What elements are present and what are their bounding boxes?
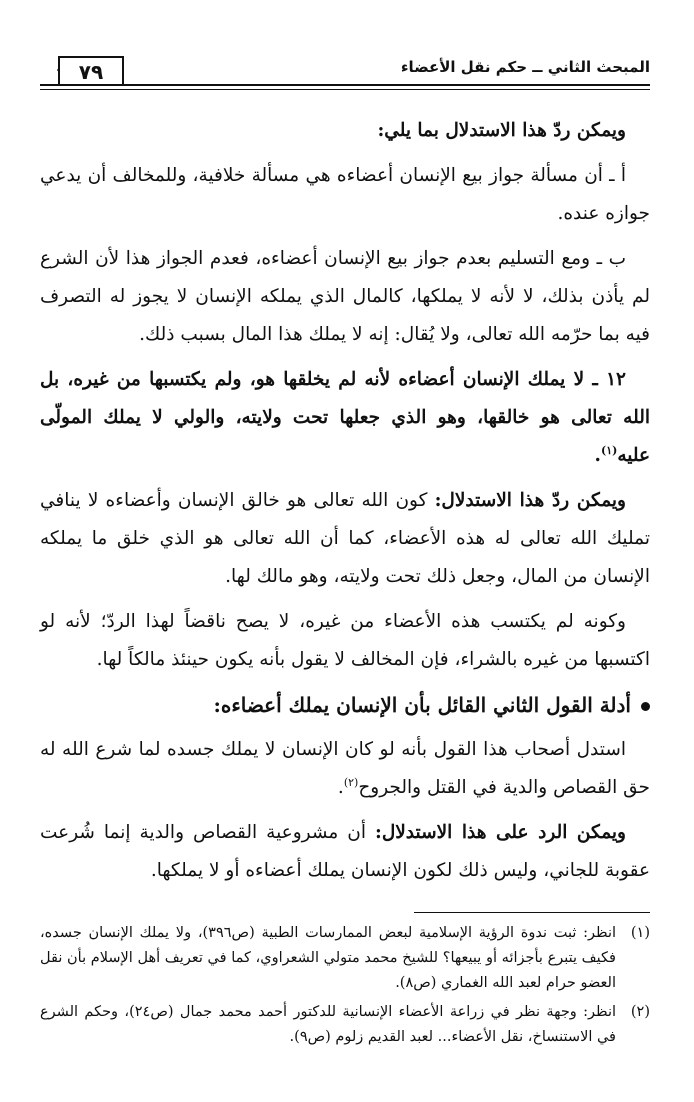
page-number: ٧٩	[58, 56, 124, 86]
footnotes	[40, 921, 650, 1054]
refutation-2-text: كون الله تعالى هو خالق الإنسان وأعضاءه لا ينافي تمليك الله تعالى له هذه الأعضاء، كما أن الله تعالى هو الذي خلق ما يملكه الإنسان من المال، وجعل ذلك تحت ولايته، وهو مالك لها.	[40, 490, 650, 587]
paragraph-refutation-intro: ويمكن ردّ هذا الاستدلال بما يلي:	[377, 120, 626, 141]
footnote-number: (١)	[630, 925, 650, 941]
paragraph-point-b: ب ـ ومع التسليم بعدم جواز بيع الإنسان أعضاءه، فعدم الجواز هذا لأن الشرع لم يأذن بذلك، لا لأنه لا يملكها، كالمال الذي يملكه الإنسان لا يجوز له التصرف فيه بما حرّمه الله تعالى، ولا يُقال: إنه لا يملك هذا المال بسبب ذلك.	[40, 248, 650, 345]
footnote-item	[40, 1000, 650, 1050]
bullet-icon	[641, 702, 650, 711]
footnote-ref-2[interactable]: (٢)	[343, 775, 359, 789]
paragraph-refutation-2	[40, 482, 650, 596]
body-text	[40, 112, 650, 897]
footnote-separator	[414, 912, 650, 913]
paragraph-refutation-3	[40, 814, 650, 890]
second-opinion-text: استدل أصحاب هذا القول بأنه لو كان الإنسان لا يملك جسده لما شرع الله له حق القصاص والدية في القتل والجروح	[40, 739, 650, 798]
footnote-text: انظر: ثبت ندوة الرؤية الإسلامية لبعض الممارسات الطبية (ص٣٩٦)، ولا يملك الإنسان جسده، فكيف يتبرع بأجزائه أو يبيعها؟ للشيخ محمد متولي الشعراوي، كما في تعريف أهل الإسلام بأن نقل العضو حرام لعبد الله الغماري (ص٨).	[40, 925, 617, 991]
running-head: المبحث الثاني ــ حكم نقل الأعضاء	[400, 58, 650, 76]
footnote-item	[40, 921, 650, 996]
header-rule	[40, 84, 650, 86]
paragraph-acquisition: وكونه لم يكتسب هذه الأعضاء من غيره، لا يصح ناقضاً لهذا الردّ؛ لأنه لو اكتسبها من غيره بالشراء، فإن المخالف لا يقول بأنه يكون حينئذ مالكاً لها.	[40, 611, 650, 670]
paragraph-point-a: أ ـ أن مسألة جواز بيع الإنسان أعضاءه هي مسألة خلافية، وللمخالف أن يدعي جوازه عنده.	[40, 165, 650, 224]
section-heading-text: أدلة القول الثاني القائل بأن الإنسان يملك أعضاءه:	[213, 693, 631, 717]
footnote-ref-1[interactable]: (١)	[600, 443, 618, 457]
refutation-2-lead: ويمكن ردّ هذا الاستدلال:	[434, 490, 626, 511]
section-heading	[40, 686, 650, 724]
refutation-3-text: أن مشروعية القصاص والدية إنما شُرعت عقوبة للجاني، وليس ذلك لكون الإنسان يملك أعضاءه أو لا يملكها.	[40, 822, 650, 881]
footnote-number: (٢)	[630, 1004, 650, 1020]
paragraph-evidence-12	[40, 361, 650, 475]
footnote-text: انظر: وجهة نظر في زراعة الأعضاء الإنسانية للدكتور أحمد محمد جمال (ص٢٤)، وحكم الشرع في الاستنساخ، نقل الأعضاء... لعبد القديم زلوم (ص٩).	[40, 1004, 617, 1045]
header-rule-thin	[40, 89, 650, 90]
refutation-3-lead: ويمكن الرد على هذا الاستدلال:	[374, 822, 626, 843]
evidence-12-period: .	[594, 445, 601, 466]
paragraph-second-opinion	[40, 731, 650, 807]
evidence-12-text: ١٢ ـ لا يملك الإنسان أعضاءه لأنه لم يخلقها هو، ولم يكتسبها من غيره، بل الله تعالى هو خالقها، وهو الذي جعلها تحت ولايته، والولي لا يملك المولّى عليه	[40, 369, 650, 466]
page-header	[40, 52, 650, 98]
second-opinion-period: .	[337, 777, 344, 798]
